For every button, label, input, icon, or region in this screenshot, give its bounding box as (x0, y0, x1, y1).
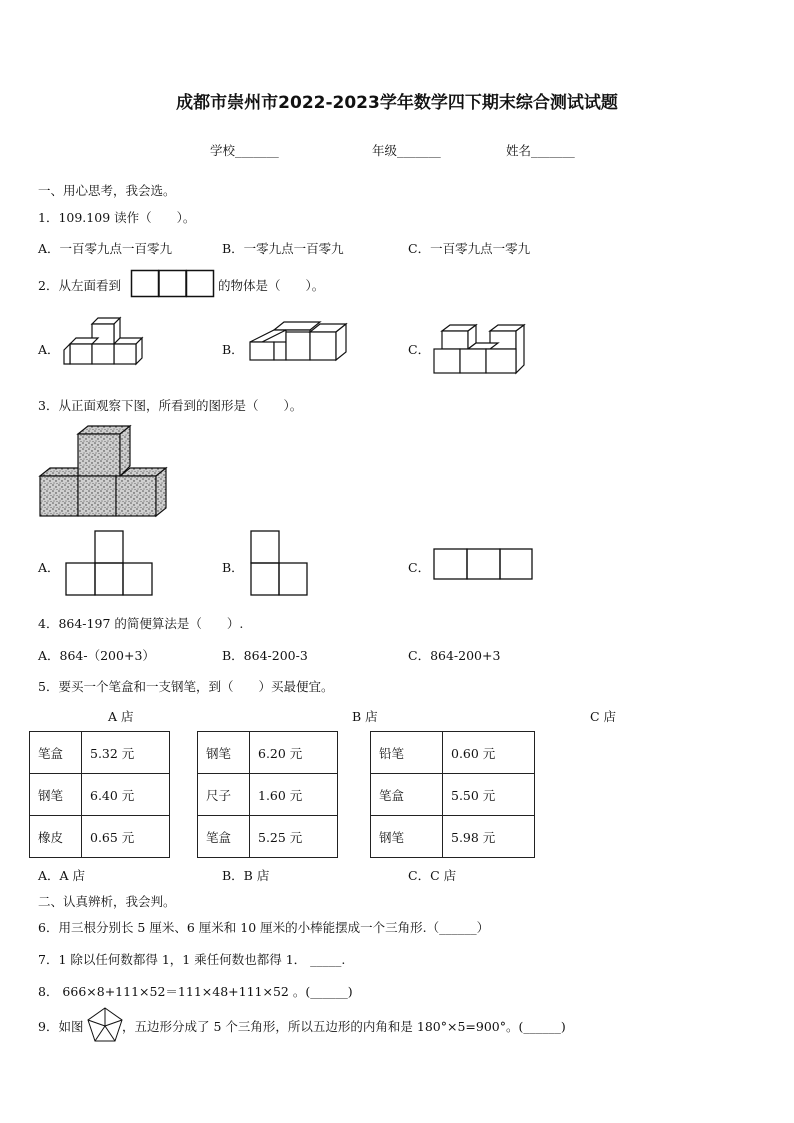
item-price: 6.40 元 (82, 774, 170, 816)
q2-label-a: A． (38, 342, 60, 357)
q7-statement: 7．1 除以任何数都得 1，1 乘任何数也都得 1． _____. (38, 952, 346, 967)
q8-statement: 8． 666×8+111×52＝111×48+111×52 。(______) (38, 984, 353, 999)
q2-label-c: C． (408, 342, 431, 357)
q5-option-c: C．C 店 (408, 868, 457, 883)
item-price: 5.98 元 (443, 816, 535, 858)
table-row (371, 816, 535, 858)
q2-side-view-figure (131, 270, 217, 298)
q3-label-c: C． (408, 560, 431, 575)
q3-stem: 3．从正面观察下图，所看到的图形是（ ）。 (38, 398, 303, 413)
item-price: 0.65 元 (82, 816, 170, 858)
q3-cube-figure (40, 424, 168, 518)
store-a-price-table (29, 731, 170, 858)
store-c-name: C 店 (590, 709, 617, 724)
table-row (371, 732, 535, 774)
q9-stem-suffix: ，五边形分成了 5 个三角形，所以五边形的内角和是 180°×5=900°。(______) (122, 1019, 566, 1034)
store-a-name: A 店 (108, 709, 134, 724)
q4-option-c: C．864-200+3 (408, 648, 501, 663)
section-2-heading: 二、认真辨析，我会判。 (38, 894, 176, 909)
q1-option-a: A．一百零九点一百零九 (38, 241, 173, 256)
q4-stem: 4．864-197 的简便算法是（ ）. (38, 616, 244, 631)
q2-option-b-cubes (250, 320, 348, 362)
item-name: 笔盒 (198, 816, 250, 858)
q9-stem-prefix: 9．如图 (38, 1019, 84, 1034)
name-field: 姓名_______ (506, 143, 575, 158)
q2-stem-prefix: 2．从左面看到 (38, 278, 121, 293)
table-row (198, 732, 338, 774)
item-name: 钢笔 (198, 732, 250, 774)
q2-stem-suffix: 的物体是（ ）。 (218, 278, 325, 293)
q1-option-c: C．一百零九点一零九 (408, 241, 531, 256)
item-price: 5.50 元 (443, 774, 535, 816)
q1-option-b: B．一零九点一百零九 (222, 241, 344, 256)
q6-statement: 6．用三根分别长 5 厘米、6 厘米和 10 厘米的小棒能摆成一个三角形.（______） (38, 920, 490, 935)
item-price: 5.25 元 (250, 816, 338, 858)
store-b-price-table (197, 731, 338, 858)
item-name: 橡皮 (30, 816, 82, 858)
q3-option-b-view (250, 530, 310, 596)
table-row (371, 774, 535, 816)
table-row (198, 816, 338, 858)
q3-label-b: B． (222, 560, 244, 575)
item-price: 0.60 元 (443, 732, 535, 774)
item-name: 尺子 (198, 774, 250, 816)
q5-stem: 5．要买一个笔盒和一支钢笔，到（ ）买最便宜。 (38, 679, 334, 694)
item-name: 铅笔 (371, 732, 443, 774)
item-name: 笔盒 (30, 732, 82, 774)
item-price: 5.32 元 (82, 732, 170, 774)
item-price: 6.20 元 (250, 732, 338, 774)
q9-pentagon-figure (86, 1006, 124, 1044)
item-name: 笔盒 (371, 774, 443, 816)
table-row (30, 732, 170, 774)
q3-option-a-view (65, 530, 155, 596)
q5-option-b: B．B 店 (222, 868, 270, 883)
section-1-heading: 一、用心思考，我会选。 (38, 183, 176, 198)
q3-option-c-view (433, 548, 535, 582)
q5-option-a: A．A 店 (38, 868, 86, 883)
item-price: 1.60 元 (250, 774, 338, 816)
table-row (198, 774, 338, 816)
q2-option-a-cubes (64, 316, 146, 364)
store-c-price-table (370, 731, 535, 858)
grade-field: 年级_______ (372, 143, 441, 158)
q4-option-a: A．864-（200+3） (38, 648, 155, 663)
school-field: 学校_______ (210, 143, 279, 158)
item-name: 钢笔 (30, 774, 82, 816)
table-row (30, 774, 170, 816)
q2-label-b: B． (222, 342, 244, 357)
item-name: 钢笔 (371, 816, 443, 858)
page-title: 成都市崇州市2022-2023学年数学四下期末综合测试试题 (176, 93, 618, 113)
q3-label-a: A． (38, 560, 60, 575)
table-row (30, 816, 170, 858)
q2-option-c-cubes (434, 323, 526, 375)
store-b-name: B 店 (352, 709, 378, 724)
q4-option-b: B．864-200-3 (222, 648, 308, 663)
q1-stem: 1．109.109 读作（ ）。 (38, 210, 196, 225)
